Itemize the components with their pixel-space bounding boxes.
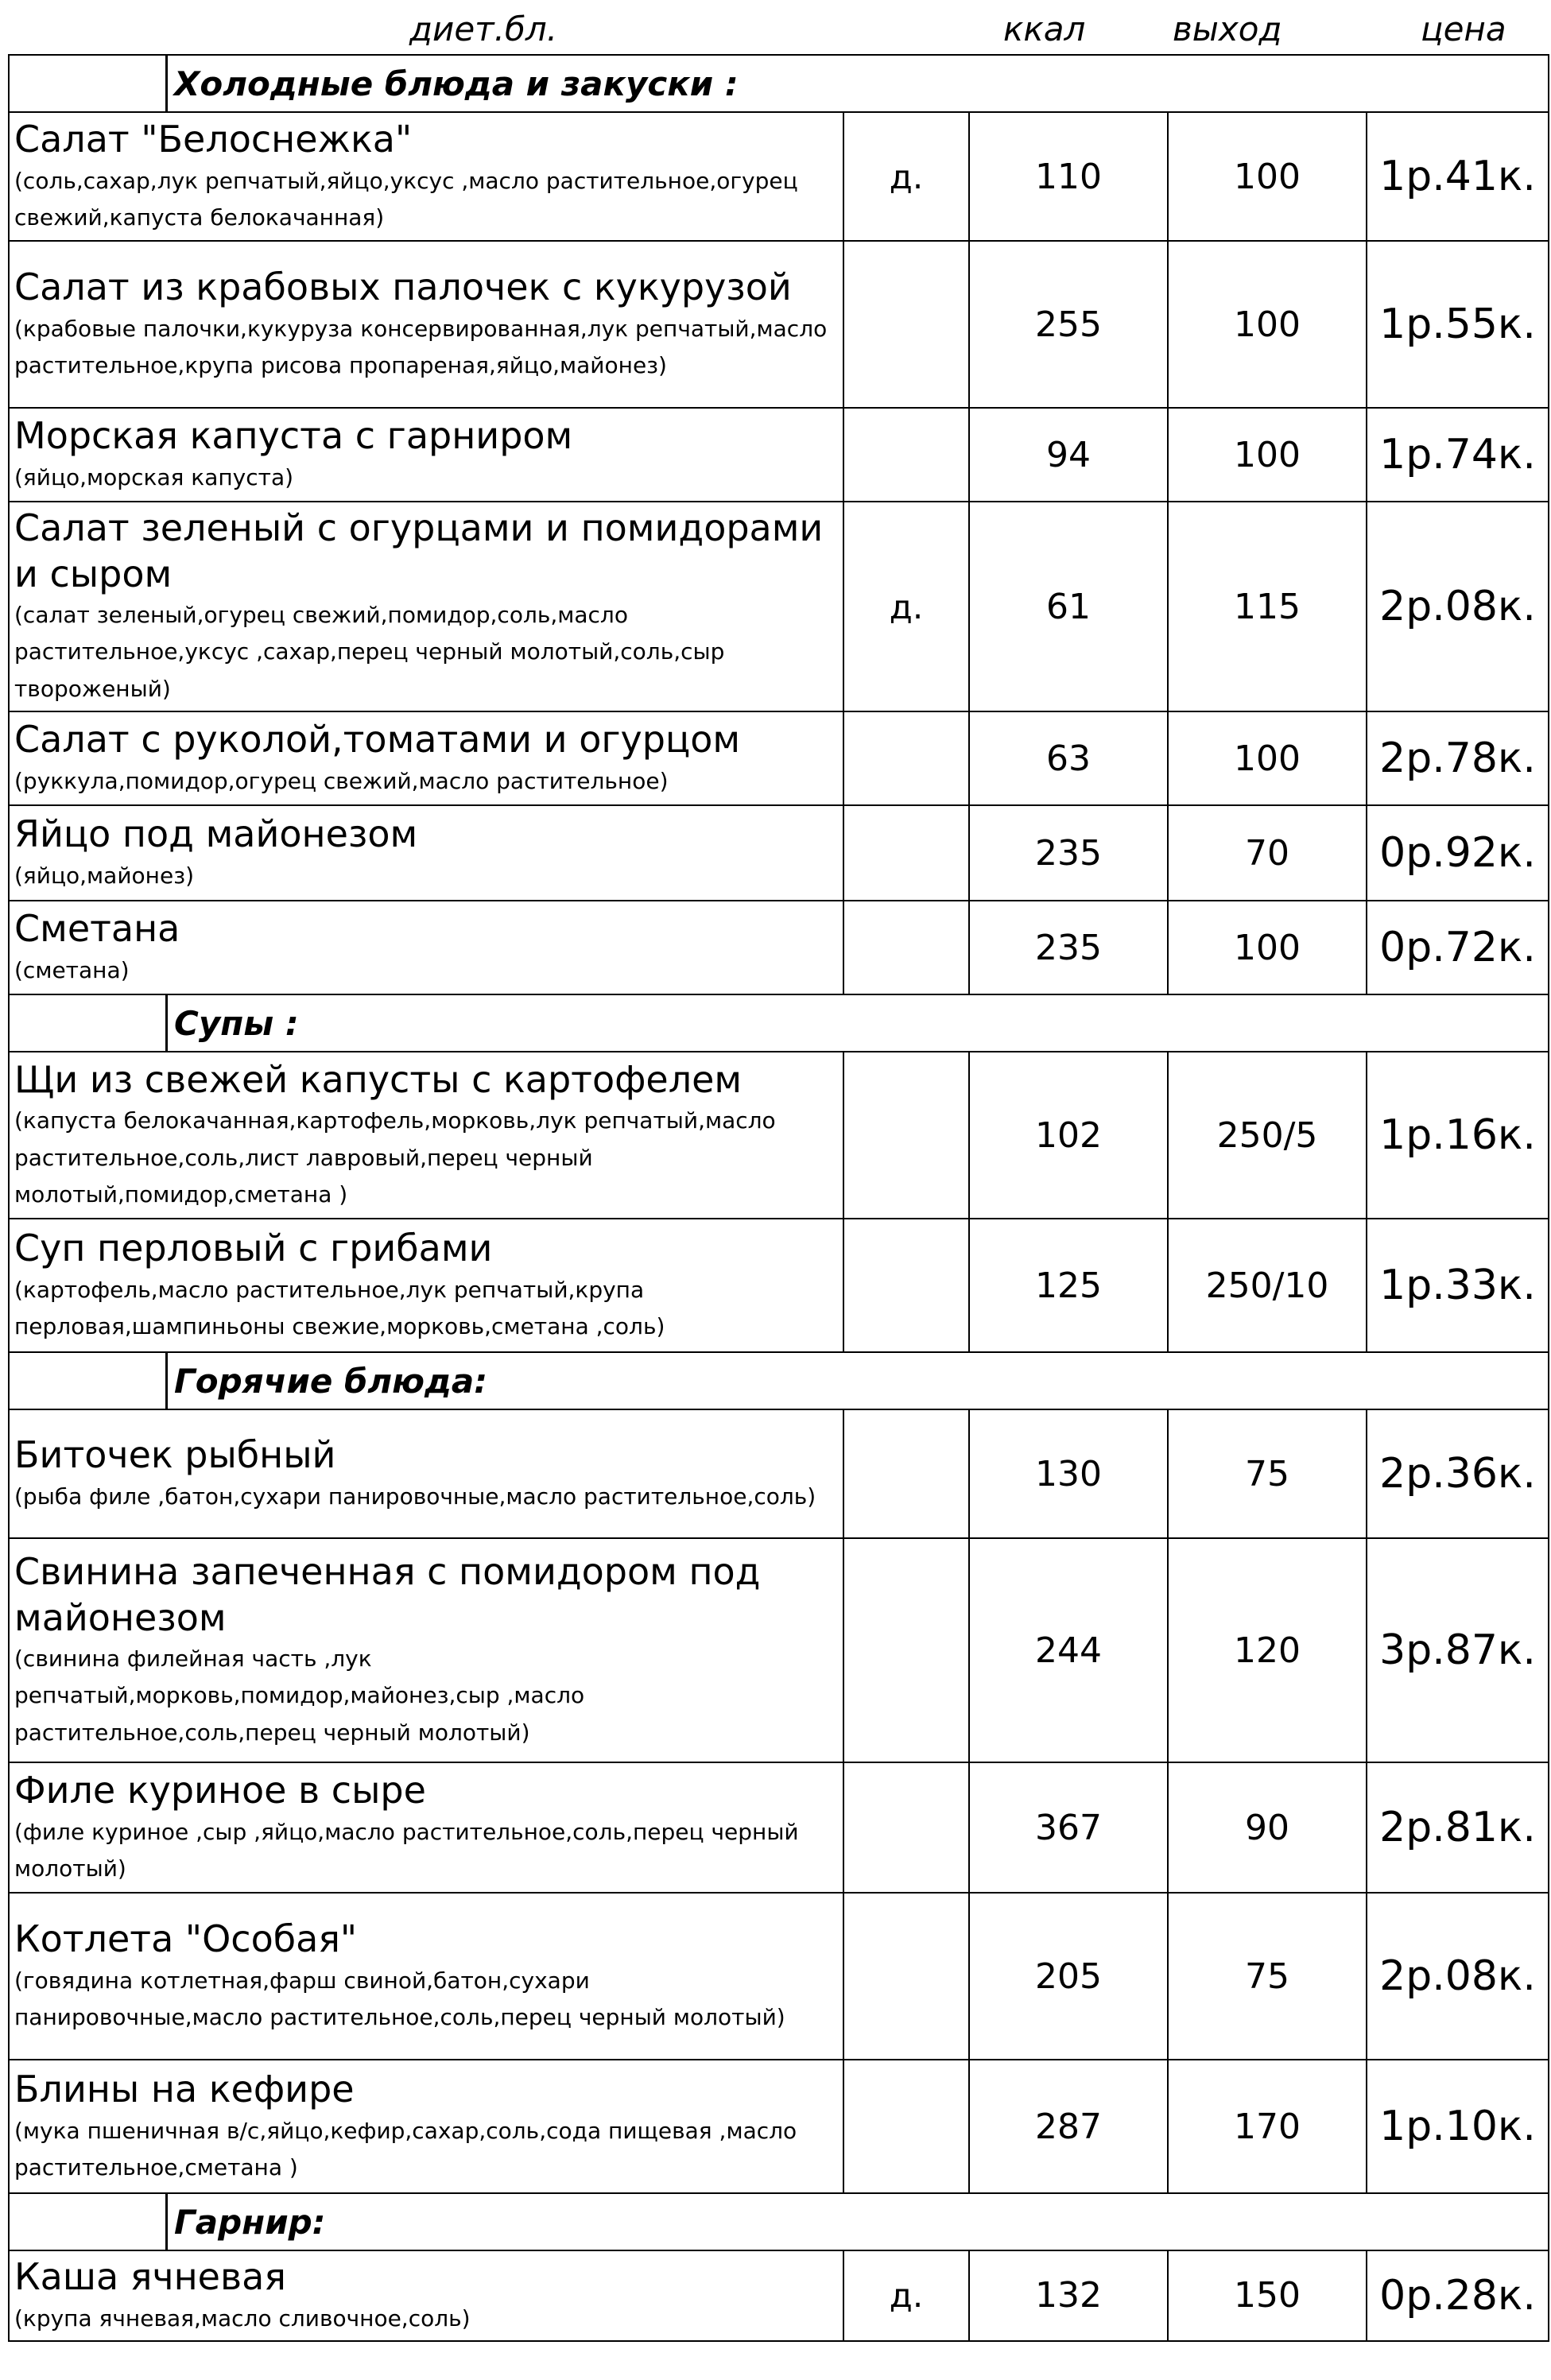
section-title-cell — [9, 55, 1549, 112]
price-value: 1р.41к. — [1367, 112, 1549, 241]
dish-ingredients: (яйцо,морская капуста) — [14, 463, 294, 490]
price-value: 2р.08к. — [1367, 502, 1549, 711]
dish-name: Блины на кефире — [14, 2068, 355, 2111]
dish-ingredients: (филе куриное ,сыр ,яйцо,масло растительное,соль,перец черный молотый) — [14, 1818, 799, 1882]
price-value: 1р.55к. — [1367, 241, 1549, 408]
dish-ingredients: (свинина филейная часть ,лук репчатый,морковь,помидор,майонез,сыр ,масло растительное,соль,перец черный молотый) — [14, 1645, 585, 1746]
dish-cell — [9, 901, 843, 994]
price-value: 3р.87к. — [1367, 1538, 1549, 1762]
kcal-value: 205 — [969, 1893, 1168, 2060]
menu-item-row — [9, 408, 1549, 502]
dish-cell — [9, 805, 843, 901]
kcal-value: 244 — [969, 1538, 1168, 1762]
yield-value: 70 — [1168, 805, 1367, 901]
dish-cell — [9, 1219, 843, 1352]
diet-mark — [843, 1219, 969, 1352]
yield-value: 100 — [1168, 711, 1367, 805]
menu-item-row — [9, 1893, 1549, 2060]
yield-value: 100 — [1168, 112, 1367, 241]
dish-name: Сметана — [14, 907, 180, 951]
section-title-cell — [9, 1352, 1549, 1409]
dish-cell — [9, 711, 843, 805]
yield-value: 90 — [1168, 1762, 1367, 1893]
dish-name: Салат "Белоснежка" — [14, 118, 413, 161]
kcal-value: 110 — [969, 112, 1168, 241]
yield-value: 100 — [1168, 901, 1367, 994]
dish-name: Щи из свежей капусты с картофелем — [14, 1057, 743, 1101]
header-price: цена — [1421, 10, 1506, 48]
diet-mark — [843, 805, 969, 901]
dish-ingredients: (руккула,помидор,огурец свежий,масло растительное) — [14, 767, 669, 794]
dish-name: Яйцо под майонезом — [14, 812, 418, 856]
header-yield: выход — [1173, 10, 1282, 48]
dish-name: Котлета "Особая" — [14, 1917, 358, 1961]
diet-mark — [843, 1762, 969, 1893]
dish-ingredients: (картофель,масло растительное,лук репчатый,крупа перловая,шампиньоны свежие,морковь,сметана ,соль) — [14, 1276, 665, 1339]
yield-value: 170 — [1168, 2060, 1367, 2193]
section-title-cell — [9, 994, 1549, 1052]
kcal-value: 125 — [969, 1219, 1168, 1352]
dish-name: Биточек рыбный — [14, 1433, 336, 1477]
diet-mark — [843, 901, 969, 994]
kcal-value: 61 — [969, 502, 1168, 711]
diet-mark — [843, 1538, 969, 1762]
yield-value: 115 — [1168, 502, 1367, 711]
dish-cell — [9, 2060, 843, 2193]
price-value: 2р.08к. — [1367, 1893, 1549, 2060]
menu-item-row — [9, 502, 1549, 711]
yield-value: 120 — [1168, 1538, 1367, 1762]
diet-mark — [843, 2060, 969, 2193]
diet-mark — [843, 1893, 969, 2060]
kcal-value: 235 — [969, 901, 1168, 994]
section-title: Гарнир: — [174, 2202, 326, 2242]
section-header-row — [9, 1352, 1549, 1409]
yield-value: 250/5 — [1168, 1052, 1367, 1219]
section-title: Горячие блюда: — [174, 1361, 487, 1401]
section-header-row — [9, 994, 1549, 1052]
price-value: 1р.16к. — [1367, 1052, 1549, 1219]
dish-cell — [9, 1893, 843, 2060]
header-kcal: ккал — [1003, 10, 1086, 48]
section-header-row — [9, 55, 1549, 112]
yield-value: 75 — [1168, 1409, 1367, 1538]
dish-name: Суп перловый с грибами — [14, 1227, 493, 1270]
yield-value: 100 — [1168, 408, 1367, 502]
menu-item-row — [9, 112, 1549, 241]
dish-cell — [9, 1762, 843, 1893]
dish-cell — [9, 408, 843, 502]
diet-mark: д. — [843, 502, 969, 711]
dish-name: Филе куриное в сыре — [14, 1769, 426, 1812]
menu-item-row — [9, 1052, 1549, 1219]
diet-mark — [843, 711, 969, 805]
price-value: 0р.92к. — [1367, 805, 1549, 901]
section-title: Холодные блюда и закуски : — [174, 64, 739, 103]
menu-item-row — [9, 711, 1549, 805]
dish-name: Салат с руколой,томатами и огурцом — [14, 718, 741, 762]
dish-ingredients: (капуста белокачанная,картофель,морковь,лук репчатый,масло растительное,соль,лист лавровый,перец черный молотый,помидор,сметана ) — [14, 1107, 776, 1207]
diet-mark — [843, 408, 969, 502]
dish-ingredients: (крупа ячневая,масло сливочное,соль) — [14, 2304, 471, 2332]
price-value: 2р.81к. — [1367, 1762, 1549, 1893]
price-value: 0р.72к. — [1367, 901, 1549, 994]
diet-mark — [843, 241, 969, 408]
price-value: 1р.74к. — [1367, 408, 1549, 502]
yield-value: 75 — [1168, 1893, 1367, 2060]
dish-ingredients: (рыба филе ,батон,сухари панировочные,масло растительное,соль) — [14, 1483, 816, 1510]
dish-cell — [9, 1052, 843, 1219]
menu-item-row — [9, 901, 1549, 994]
menu-item-row — [9, 1409, 1549, 1538]
menu-item-row — [9, 1538, 1549, 1762]
dish-cell — [9, 241, 843, 408]
dish-name: Каша ячневая — [14, 2255, 286, 2298]
price-value: 1р.10к. — [1367, 2060, 1549, 2193]
menu-table — [8, 54, 1549, 2342]
column-header — [0, 0, 1551, 54]
dish-ingredients: (мука пшеничная в/с,яйцо,кефир,сахар,соль,сода пищевая ,масло растительное,сметана ) — [14, 2117, 797, 2180]
dish-name: Салат из крабовых палочек с кукурузой — [14, 266, 792, 309]
price-value: 0р.28к. — [1367, 2250, 1549, 2341]
dish-cell — [9, 1409, 843, 1538]
dish-cell — [9, 112, 843, 241]
kcal-value: 235 — [969, 805, 1168, 901]
dish-ingredients: (сметана) — [14, 956, 130, 983]
section-header-row — [9, 2193, 1549, 2250]
price-value: 2р.36к. — [1367, 1409, 1549, 1538]
kcal-value: 94 — [969, 408, 1168, 502]
kcal-value: 255 — [969, 241, 1168, 408]
yield-value: 150 — [1168, 2250, 1367, 2341]
dish-ingredients: (соль,сахар,лук репчатый,яйцо,уксус ,масло растительное,огурец свежий,капуста белокачанная) — [14, 167, 798, 231]
dish-ingredients: (крабовые палочки,кукуруза консервированная,лук репчатый,масло растительное,крупа рисова пропареная,яйцо,майонез) — [14, 315, 828, 378]
kcal-value: 63 — [969, 711, 1168, 805]
price-value: 1р.33к. — [1367, 1219, 1549, 1352]
dish-cell — [9, 502, 843, 711]
diet-mark: д. — [843, 112, 969, 241]
dish-name: Морская капуста с гарниром — [14, 414, 573, 458]
kcal-value: 130 — [969, 1409, 1168, 1538]
yield-value: 250/10 — [1168, 1219, 1367, 1352]
menu-item-row — [9, 1219, 1549, 1352]
dish-ingredients: (говядина котлетная,фарш свиной,батон,сухари панировочные,масло растительное,соль,перец черный молотый) — [14, 1967, 785, 2030]
diet-mark — [843, 1409, 969, 1538]
kcal-value: 102 — [969, 1052, 1168, 1219]
diet-mark — [843, 1052, 969, 1219]
kcal-value: 132 — [969, 2250, 1168, 2341]
dish-cell — [9, 1538, 843, 1762]
dish-cell — [9, 2250, 843, 2341]
menu-item-row — [9, 2250, 1549, 2341]
kcal-value: 367 — [969, 1762, 1168, 1893]
menu-item-row — [9, 2060, 1549, 2193]
diet-mark: д. — [843, 2250, 969, 2341]
menu-item-row — [9, 1762, 1549, 1893]
header-diet: диет.бл. — [409, 10, 558, 48]
menu-item-row — [9, 805, 1549, 901]
dish-name: Свинина запеченная с помидором под майонезом — [14, 1550, 761, 1639]
dish-ingredients: (яйцо,майонез) — [14, 862, 195, 889]
price-value: 2р.78к. — [1367, 711, 1549, 805]
menu-item-row — [9, 241, 1549, 408]
kcal-value: 287 — [969, 2060, 1168, 2193]
dish-name: Салат зеленый с огурцами и помидорами и сыром — [14, 506, 824, 595]
yield-value: 100 — [1168, 241, 1367, 408]
dish-ingredients: (салат зеленый,огурец свежий,помидор,соль,масло растительное,уксус ,сахар,перец черный молотый,соль,сыр твороженый) — [14, 602, 725, 702]
section-title: Супы : — [174, 1003, 299, 1043]
section-title-cell — [9, 2193, 1549, 2250]
